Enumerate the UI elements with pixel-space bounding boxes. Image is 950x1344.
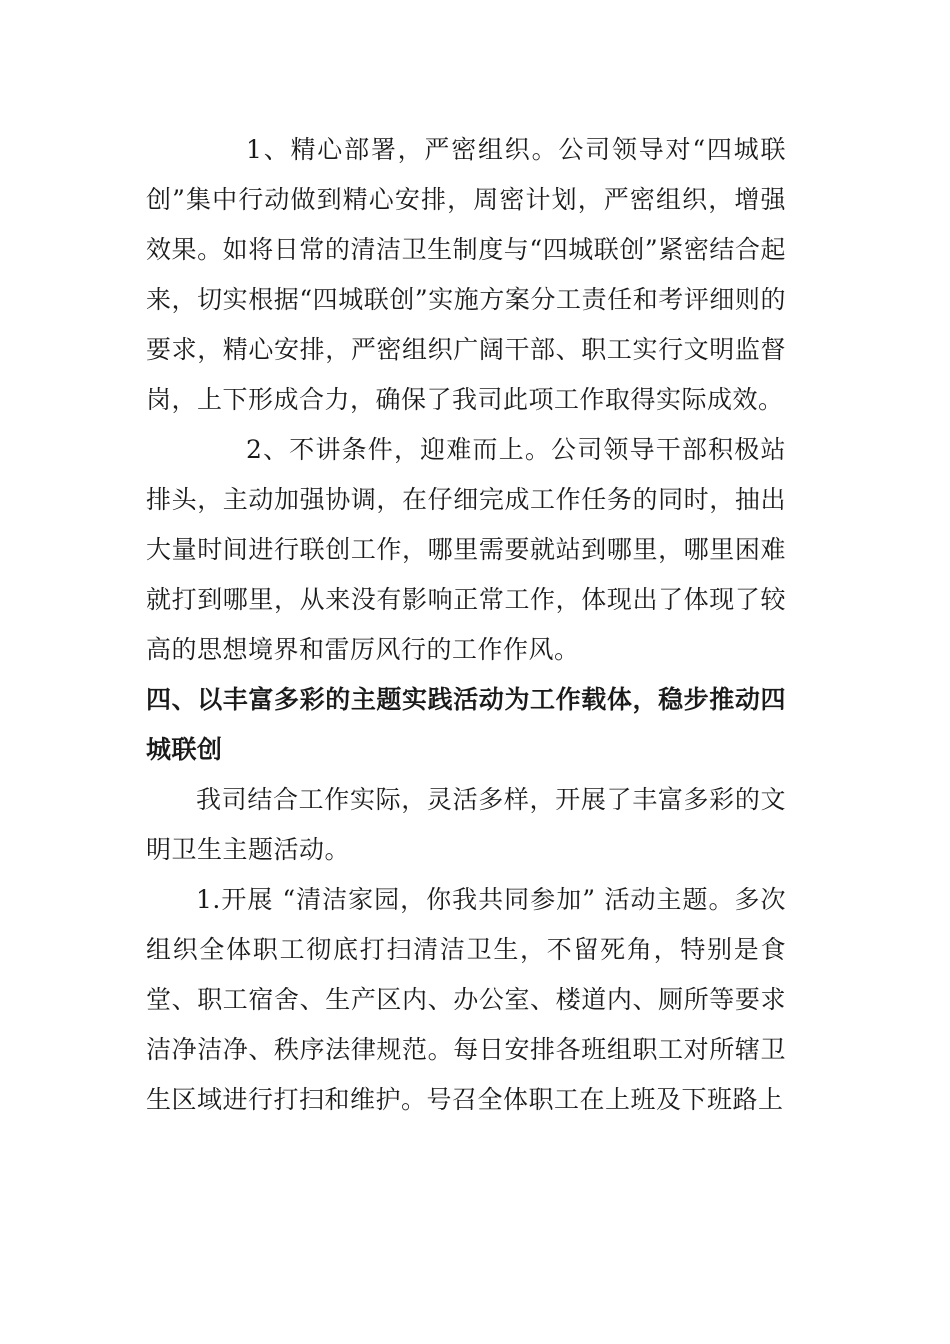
document-body	[146, 125, 786, 1125]
paragraph-2: 2、不讲条件，迎难而上。公司领导干部积极站排头，主动加强协调，在仔细完成工作任务的同时，抽出大量时间进行联创工作，哪里需要就站到哪里，哪里困难就打到哪里，从来没有影响正常工作，体现出了体现了较高的思想境界和雷厉风行的工作作风。	[146, 435, 786, 664]
section-heading: 四、以丰富多彩的主题实践活动为工作载体，稳步推动四城联创	[146, 685, 786, 764]
paragraph-4: 1.开展 “清洁家园，你我共同参加” 活动主题。多次组织全体职工彻底打扫清洁卫生，不留死角，特别是食堂、职工宿舍、生产区内、办公室、楼道内、厕所等要求洁净洁净、秩序法律规范。每日安排各班组职工对所辖卫生区域进行打扫和维护。号召全体职工在上班及下班路上	[146, 885, 786, 1114]
paragraph-3: 我司结合工作实际，灵活多样，开展了丰富多彩的文明卫生主题活动。	[146, 785, 786, 864]
paragraph-1: 1、精心部署，严密组织。公司领导对“四城联创”集中行动做到精心安排，周密计划，严密组织，增强效果。如将日常的清洁卫生制度与“四城联创”紧密结合起来，切实根据“四城联创”实施方案分工责任和考评细则的要求，精心安排，严密组织广阔干部、职工实行文明监督岗，上下形成合力，确保了我司此项工作取得实际成效。	[146, 135, 786, 414]
